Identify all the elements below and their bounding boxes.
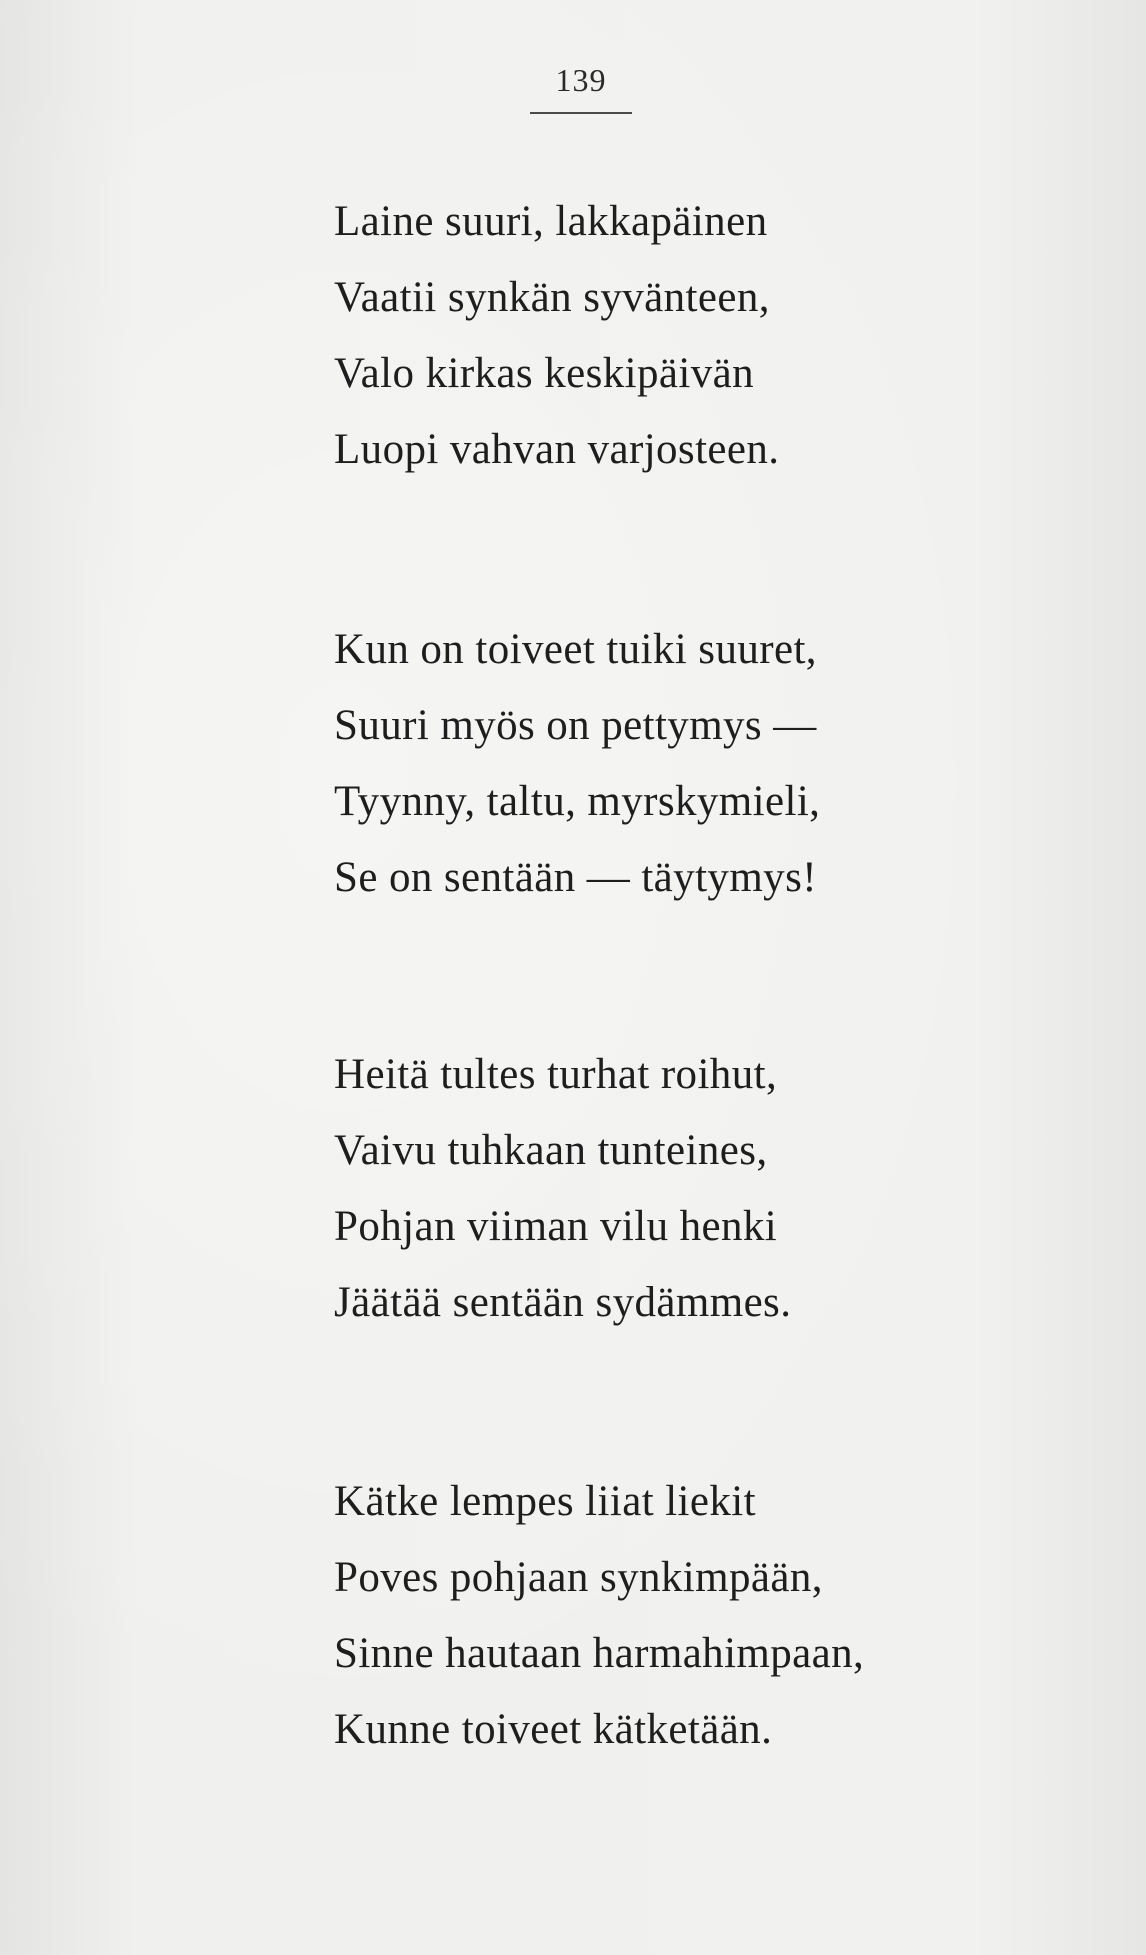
page-number: 139	[555, 62, 607, 98]
stanza-2	[334, 612, 934, 916]
poem-line: Se on sentään — täytymys!	[334, 854, 817, 901]
poem-line: Kun on toiveet tuiki suuret,	[334, 626, 817, 673]
stanza-3	[334, 1037, 934, 1341]
poem-line: Tyynny, taltu, myrskymieli,	[334, 778, 821, 825]
poem-line: Sinne hautaan harmahimpaan,	[334, 1630, 865, 1677]
stanza-1	[334, 184, 934, 488]
poem-line: Heitä tultes turhat roihut,	[334, 1051, 778, 1098]
stanza-4	[334, 1464, 934, 1768]
poem-line: Kätke lempes liiat liekit	[334, 1478, 756, 1525]
page-number-rule	[530, 112, 632, 114]
poem-line: Jäätää sentään sydämmes.	[334, 1279, 792, 1326]
poem-line: Suuri myös on pettymys —	[334, 702, 817, 749]
poem-line: Valo kirkas keskipäivän	[334, 350, 754, 397]
poem-line: Poves pohjaan synkimpään,	[334, 1554, 823, 1601]
poem-line: Luopi vahvan varjosteen.	[334, 426, 780, 473]
poem-line: Pohjan viiman vilu henki	[334, 1203, 778, 1250]
poem-line: Laine suuri, lakkapäinen	[334, 198, 768, 245]
poem-line: Kunne toiveet kätketään.	[334, 1706, 773, 1753]
poem-line: Vaivu tuhkaan tunteines,	[334, 1127, 768, 1174]
poem-line: Vaatii synkän syvänteen,	[334, 274, 770, 321]
